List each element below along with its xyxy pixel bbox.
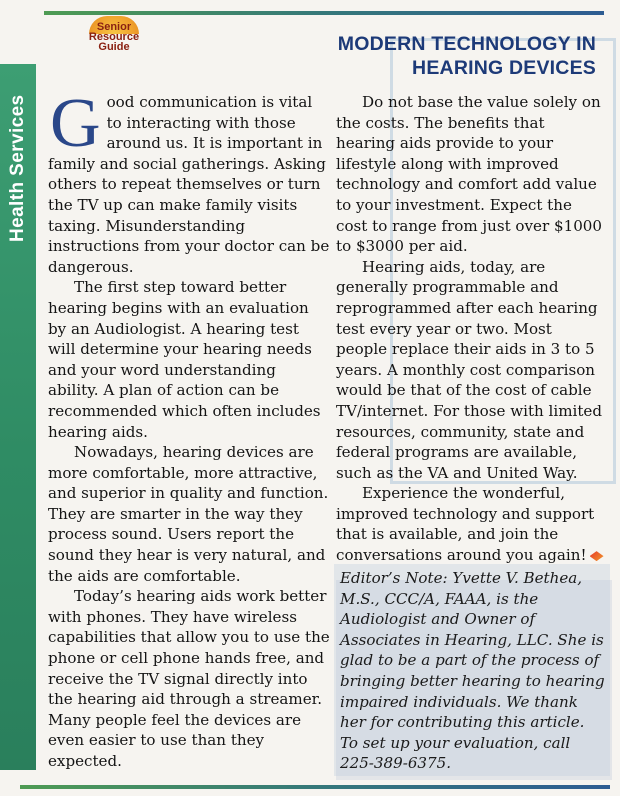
- section-label: Health Services: [7, 94, 28, 242]
- end-of-article-icon: [590, 551, 604, 561]
- editor-note: [340, 568, 606, 774]
- paragraph: Nowadays, hearing devices are more comfortable, more attractive, and superior in quality and function. They are smarter in the way they process sound. Users report the sound they hear is very natural, and the aids are comfortable.: [48, 443, 329, 585]
- logo-text: [76, 22, 152, 52]
- title-line-1: MODERN TECHNOLOGY IN: [337, 33, 596, 55]
- editor-note-text: Editor’s Note: Yvette V. Bethea, M.S., CCC/A, FAAA, is the Audiologist and Owner of Associates in Hearing, LLC. She is glad to be a part of the process of bringing better hearing to hearing impaired individuals. We thank her for contributing this article. To set up your evaluation, call 225-389-6375.: [340, 569, 605, 773]
- paragraph: Hearing aids, today, are generally programmable and reprogrammed after each hearing test every year or two. Most people replace their aids in 3 to 5 years. A monthly cost comparison would be that of the cost of cable TV/internet. For those with limited resources, community, state and federal programs are available, such as the VA and United Way.: [336, 257, 603, 482]
- senior-resource-guide-logo: [76, 16, 152, 60]
- paragraph: Do not base the value solely on the costs. The benefits that hearing aids provide to your lifestyle along with improved technology and comfort add value to your investment. Expect the cost to range from just over $1000 to $3000 per aid.: [336, 93, 603, 256]
- bottom-gradient-rule: [20, 785, 610, 789]
- logo-line-2: Resource: [88, 31, 140, 43]
- article-title: [176, 32, 596, 80]
- top-gradient-rule: [44, 11, 604, 15]
- logo-line-1: Senior: [96, 21, 132, 33]
- paragraph: [48, 85, 330, 277]
- paragraph-text: Experience the wonderful, improved technology and support that is available, and join the conversations around you again!: [336, 484, 595, 565]
- paragraph: [336, 483, 604, 565]
- left-column: [48, 85, 330, 772]
- logo-line-3: Guide: [98, 41, 130, 53]
- title-line-2: HEARING DEVICES: [412, 57, 596, 79]
- right-column: [336, 92, 604, 566]
- paragraph: Today’s hearing aids work better with phones. They have wireless capabilities that allow you to use the phone or cell phone hands free, and receive the TV signal directly into the hearing aid through a streamer. Many people feel the devices are even easier to use than they expected.: [48, 587, 330, 770]
- drop-cap: G: [50, 85, 101, 162]
- paragraph: The first step toward better hearing begins with an evaluation by an Audiologist. A hearing test will determine your hearing needs and your word understanding ability. A plan of action can be recommended which often includes hearing aids.: [48, 278, 321, 441]
- paragraph-text: ood communication is vital to interacting with those around us. It is important in family and social gatherings. Asking others to repeat themselves or turn the TV up can make family visits taxing. Misunderstanding instructions from your doctor can be dangerous.: [48, 93, 330, 276]
